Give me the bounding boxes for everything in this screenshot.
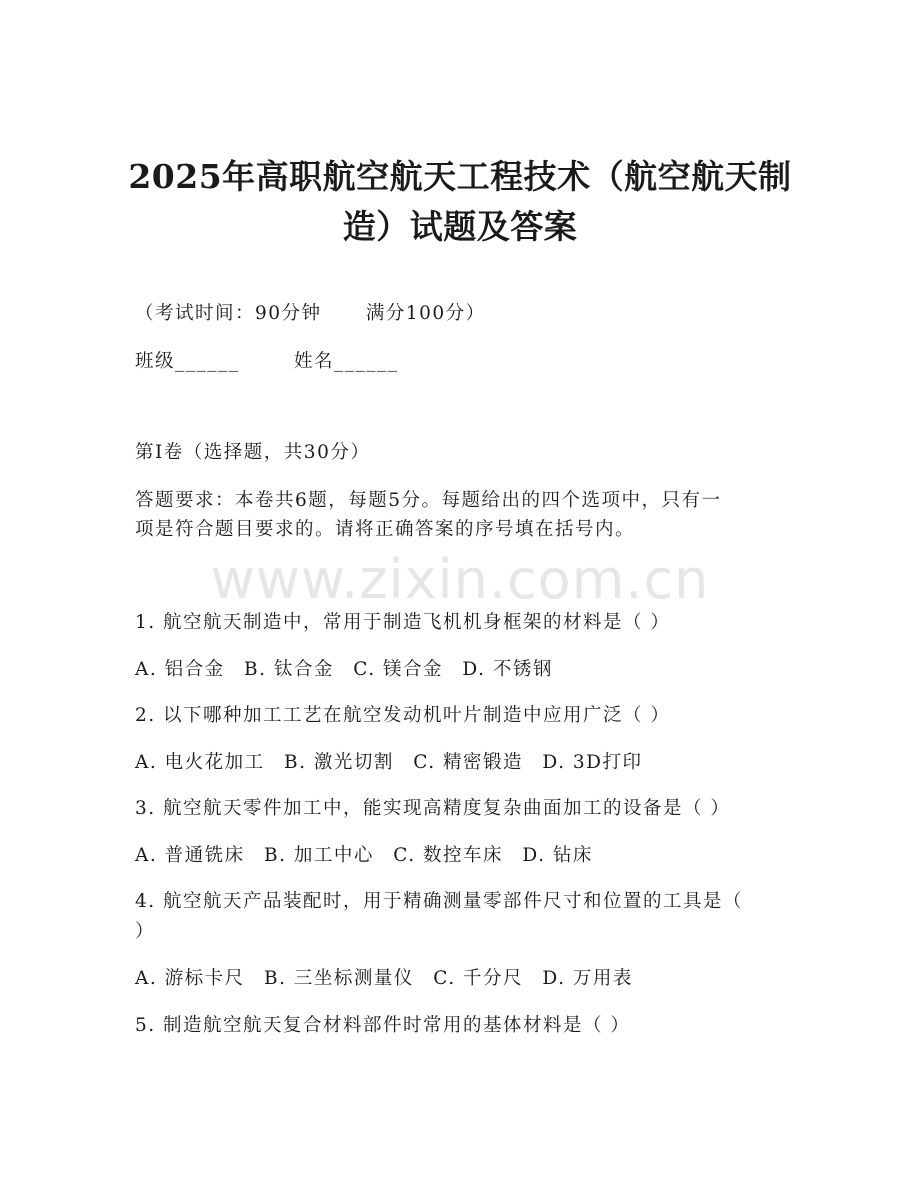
- section-title: 第I卷（选择题，共30分）: [135, 442, 371, 463]
- q3-option-d: D. 钻床: [522, 845, 593, 866]
- q1-option-a: A. 铝合金: [135, 659, 225, 680]
- q2-option-c: C. 精密锻造: [413, 752, 524, 773]
- q3-option-a: A. 普通铣床: [135, 845, 245, 866]
- name-field: 姓名______: [294, 351, 399, 372]
- title-line-1: 2025年高职航空航天工程技术（航空航天制: [128, 157, 792, 196]
- q3-option-b: B. 加工中心: [264, 845, 374, 866]
- question-4-options: [135, 967, 633, 991]
- class-field: 班级______: [135, 351, 240, 372]
- q4-option-c: C. 千分尺: [433, 968, 524, 989]
- q2-option-a: A. 电火花加工: [135, 752, 265, 773]
- q4-option-a: A. 游标卡尺: [135, 968, 245, 989]
- q4-option-b: B. 三坐标测量仪: [264, 968, 414, 989]
- q1-option-b: B. 钛合金: [244, 659, 334, 680]
- question-2-stem: 2. 以下哪种加工工艺在航空发动机叶片制造中应用广泛（ ）: [135, 705, 671, 726]
- q1-option-c: C. 镁合金: [353, 659, 444, 680]
- question-1-stem: 1. 航空航天制造中，常用于制造飞机机身框架的材料是（ ）: [135, 612, 671, 633]
- question-2-options: [135, 751, 642, 775]
- q1-option-d: D. 不锈钢: [462, 659, 553, 680]
- q4-option-d: D. 万用表: [542, 968, 633, 989]
- title-line-2: 造）试题及答案: [342, 207, 578, 246]
- question-5-stem: 5. 制造航空航天复合材料部件时常用的基体材料是（ ）: [135, 1015, 631, 1036]
- document-title: [120, 152, 800, 252]
- question-1-options: [135, 658, 553, 682]
- q2-option-d: D. 3D打印: [542, 752, 643, 773]
- answer-requirement-line-1: 答题要求：本卷共6题，每题5分。每题给出的四个选项中，只有一: [135, 490, 722, 511]
- question-4-stem-continued: ）: [135, 921, 156, 942]
- answer-requirement-line-2: 项是符合题目要求的。请将正确答案的序号填在括号内。: [135, 519, 636, 540]
- question-4-stem: 4. 航空航天产品装配时，用于精确测量零部件尺寸和位置的工具是（: [135, 891, 744, 912]
- watermark: www.zixin.com.cn: [210, 548, 710, 611]
- q3-option-c: C. 数控车床: [393, 845, 504, 866]
- question-3-stem: 3. 航空航天零件加工中，能实现高精度复杂曲面加工的设备是（ ）: [135, 798, 731, 819]
- q2-option-b: B. 激光切割: [284, 752, 394, 773]
- question-3-options: [135, 844, 593, 868]
- exam-info: （考试时间：90分钟 满分100分）: [135, 303, 486, 324]
